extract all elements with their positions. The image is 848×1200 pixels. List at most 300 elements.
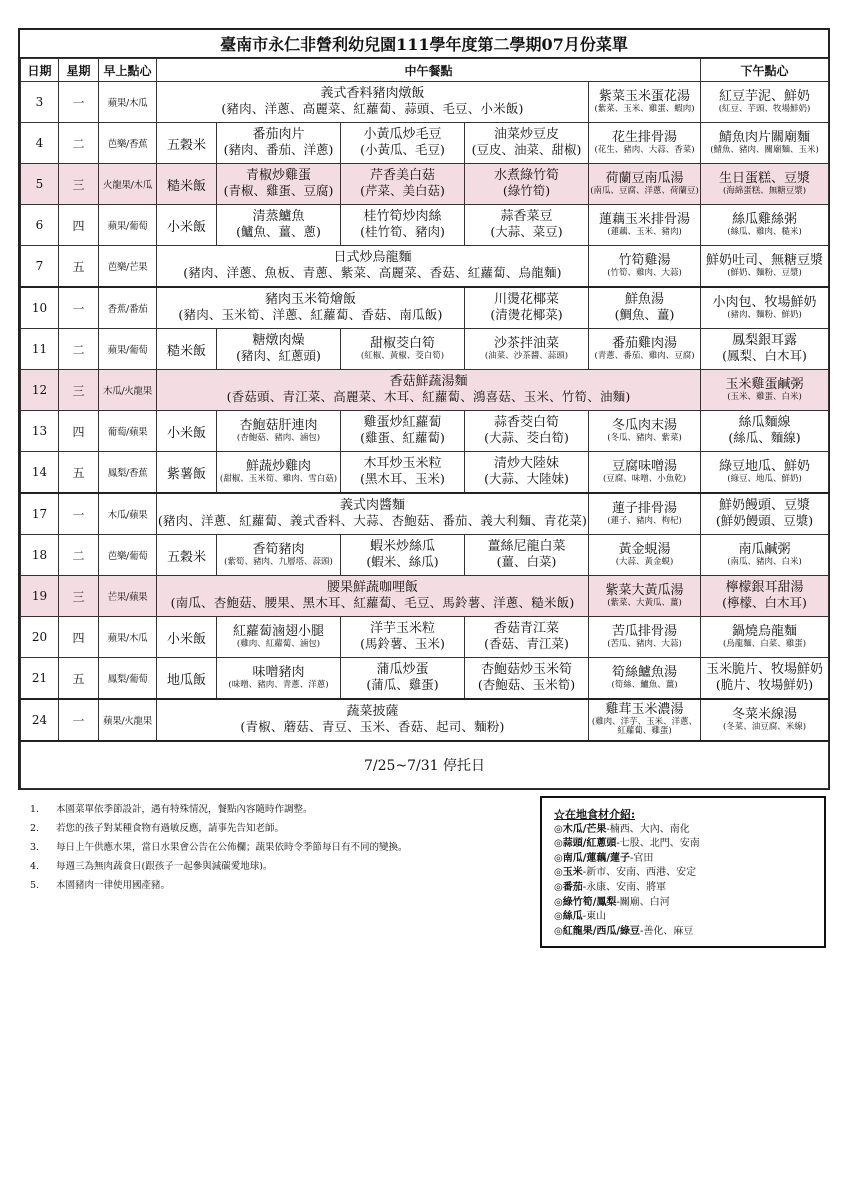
date-cell: 18 [21,535,59,576]
dish-name: 花生排骨湯 [612,129,678,145]
dish-name: 蓮藕玉米排骨湯 [599,211,691,227]
menu-row [21,164,829,205]
dish-ingredients: (大蒜、菜豆) [490,224,563,240]
dish-cell [341,164,465,205]
dish-cell [465,617,589,658]
dish-name: 鮮奶吐司、無糖豆漿 [706,252,824,268]
header-row [21,59,829,82]
dish-ingredients: (青椒、雞蛋、豆腐) [223,183,334,199]
dish-name: 蔬菜披薩 [346,704,399,720]
local-item-origin: -善化、麻豆 [640,925,694,937]
date-cell: 13 [21,411,59,452]
dish-ingredients: (玉米、雞蛋、白米) [727,391,802,402]
dish-ingredients: (大蒜、茭白筍) [484,430,569,446]
local-ingredients-box [540,796,826,948]
dish-name: 腰果鮮蔬咖哩飯 [326,580,418,596]
dish-cell [589,246,701,288]
date-cell: 24 [21,699,59,741]
dish-ingredients: (豆腐、味噌、小魚乾) [602,473,687,484]
dish-ingredients: (綠豆、地瓜、鮮奶) [727,473,802,484]
dish-name: 川燙花椰菜 [493,292,559,308]
dish-name: 小肉包、牧場鮮奶 [712,294,817,310]
dish-name: 鯖魚肉片關廟麵 [719,129,811,145]
dish-ingredients: (豬肉、玉米筍、洋蔥、紅蘿蔔、香菇、南瓜飯) [178,307,443,323]
local-items [554,823,814,940]
dish-ingredients: (豬肉、番茄、洋蔥) [223,142,334,158]
dish-name: 生日蛋糕、豆漿 [719,170,811,186]
dish-ingredients: (苦瓜、豬肉、大蒜) [607,638,682,649]
dish-cell [341,205,465,246]
menu-row [21,535,829,576]
dish-cell [589,411,701,452]
rice-cell: 糙米飯 [157,164,217,205]
dish-cell [589,493,701,535]
note-item [30,876,408,895]
dish-ingredients: (蓮藕、玉米、豬肉) [607,226,682,237]
weekday-cell: 一 [59,82,99,123]
date-cell: 21 [21,658,59,700]
menu-row [21,699,829,741]
dish-ingredients: (花生、豬肉、大蒜、香菜) [594,144,695,155]
dish-ingredients: (清燙花椰菜) [490,307,563,323]
morning-snack-cell: 木瓜/火龍果 [99,370,157,411]
date-cell: 14 [21,452,59,494]
local-item-food: ◎南瓜/蓮藕/蓮子 [554,852,631,864]
menu-row [21,411,829,452]
note-text: 本園菜單依季節設計，遇有特殊情況，餐點內容隨時作調整。 [56,804,313,815]
local-item-origin: -關廟、白河 [616,896,670,908]
dish-ingredients: (紫筍、豬肉、九層塔、蒜頭) [224,556,333,567]
dish-cell [701,658,829,700]
weekday-cell: 一 [59,287,99,329]
dish-ingredients: (綠竹筍) [502,183,551,199]
local-item-food: ◎絲瓜 [554,911,583,923]
dish-name: 芹香美白菇 [369,168,435,184]
dish-name: 香菇鮮蔬湯麵 [389,374,468,390]
rice-cell: 糙米飯 [157,329,217,370]
dish-name: 蒲瓜炒蛋 [376,662,429,678]
rice-cell: 小米飯 [157,411,217,452]
weekday-cell: 一 [59,493,99,535]
local-item-origin: -永康、安南、將軍 [582,881,667,893]
local-item [554,837,814,852]
local-item-origin: -楠西、大內、南化 [606,823,690,835]
dish-cell [157,246,589,288]
dish-ingredients: (冬菜、油豆腐、米線) [722,721,807,732]
dish-name: 蒜香菜豆 [500,209,553,225]
morning-snack-cell: 芒果/蘋果 [99,576,157,617]
dish-ingredients: (南瓜、豆腐、洋蔥、荷蘭豆) [590,185,699,196]
dish-name: 冬瓜肉末湯 [612,417,678,433]
dish-ingredients: (豬肉、洋蔥、魚板、青蔥、紫菜、高麗菜、香菇、紅蘿蔔、烏龍麵) [183,265,562,281]
dish-cell [701,699,829,741]
local-item-food: ◎蒜頭/紅蔥頭 [554,838,617,850]
dish-cell [465,123,589,164]
dish-name: 糖燉肉燥 [252,333,305,349]
dish-cell [465,411,589,452]
dish-name: 日式炒烏龍麵 [333,250,412,266]
dish-cell [341,452,465,494]
note-number: 4. [30,861,40,872]
dish-cell [701,617,829,658]
dish-cell [341,329,465,370]
dish-ingredients: (香菇、青江菜) [484,636,569,652]
local-item-origin: -七股、北門、安南 [616,838,700,850]
dish-name: 紫菜大黃瓜湯 [605,582,684,598]
dish-ingredients: (青蔥、番茄、雞肉、豆腐) [594,350,695,361]
dish-ingredients: (南瓜、豬肉、白米) [727,556,802,567]
dish-cell [157,699,589,741]
dish-cell [217,617,341,658]
menu-row [21,329,829,370]
header-day: 星期 [59,59,99,82]
local-item [554,896,814,911]
dish-cell [341,123,465,164]
dish-ingredients: (竹筍、雞肉、大蒜) [607,267,682,278]
dish-name: 紫菜玉米蛋花湯 [599,88,691,104]
dish-ingredients: (大蒜、大陸妹) [484,471,569,487]
dish-name: 味噌豬肉 [252,664,305,680]
weekday-cell: 三 [59,370,99,411]
menu-table [20,58,829,789]
date-cell: 11 [21,329,59,370]
dish-name: 桂竹筍炒肉絲 [363,209,442,225]
local-item [554,881,814,896]
morning-snack-cell: 芭樂/葡萄 [99,535,157,576]
holiday-row [21,741,829,789]
dish-name: 沙茶拌油菜 [493,335,559,351]
note-number: 5. [30,880,40,891]
menu-row [21,205,829,246]
morning-snack-cell: 芭樂/香蕉 [99,123,157,164]
dish-cell [217,205,341,246]
dish-name: 鍋燒烏龍麵 [732,623,798,639]
dish-cell [589,576,701,617]
dish-cell [701,535,829,576]
note-number: 3. [30,842,40,853]
local-item-food: ◎玉米 [554,867,583,879]
dish-name: 薑絲尼龍白菜 [487,539,566,555]
dish-ingredients: (芹菜、美白菇) [360,183,445,199]
dish-cell [217,535,341,576]
local-item-origin: -東山 [582,911,607,923]
dish-cell [465,164,589,205]
morning-snack-cell: 葡萄/蘋果 [99,411,157,452]
dish-cell [341,535,465,576]
dish-ingredients: (杏鮑菇、玉米筍) [477,677,576,693]
dish-ingredients: (烏龍麵、白菜、雞蛋) [722,638,807,649]
weekday-cell: 二 [59,535,99,576]
dish-cell [465,329,589,370]
dish-ingredients: (蓮子、豬肉、枸杞) [607,515,682,526]
weekday-cell: 一 [59,699,99,741]
dish-name: 苦瓜排骨湯 [612,623,678,639]
local-item-food: ◎木瓜/芒果 [554,823,607,835]
dish-ingredients: (香菇頭、青江菜、高麗菜、木耳、紅蘿蔔、鴻喜菇、玉米、竹筍、油麵) [226,389,631,405]
dish-name: 番茄雞肉湯 [612,335,678,351]
dish-ingredients: (筍絲、鱸魚、薑) [611,679,678,690]
menu-row [21,287,829,329]
header-afternoon: 下午點心 [701,59,829,82]
dish-name: 鮮蔬炒雞肉 [245,458,311,474]
date-cell: 19 [21,576,59,617]
dish-name: 油菜炒豆皮 [493,127,559,143]
menu-row [21,617,829,658]
dish-ingredients: (絲瓜、麵線) [728,430,801,446]
dish-name: 甜椒茭白筍 [369,335,435,351]
menu-row [21,370,829,411]
menu-frame [18,28,830,790]
dish-cell [217,123,341,164]
dish-cell [157,82,589,123]
rice-cell: 紫薯飯 [157,452,217,494]
dish-name: 雞茸玉米濃湯 [605,701,684,717]
morning-snack-cell: 火龍果/木瓜 [99,164,157,205]
morning-snack-cell: 芭樂/芒果 [99,246,157,288]
note-item [30,819,408,838]
dish-cell [701,164,829,205]
menu-row [21,658,829,700]
dish-name: 蓮子排骨湯 [612,500,678,516]
dish-ingredients: (蒲瓜、雞蛋) [366,677,439,693]
dish-cell [701,493,829,535]
dish-ingredients: (鳳梨、白木耳) [722,348,807,364]
weekday-cell: 二 [59,123,99,164]
rice-cell: 五穀米 [157,123,217,164]
dish-ingredients: (甜椒、玉米筍、雞肉、雪白菇) [219,473,338,484]
morning-snack-cell: 鳳梨/香蕉 [99,452,157,494]
dish-ingredients: (紅豆、芋頭、牧場鮮奶) [718,103,811,114]
menu-row [21,452,829,494]
dish-name: 水煮綠竹筍 [493,168,559,184]
dish-ingredients: (蝦米、絲瓜) [366,554,439,570]
rice-cell: 五穀米 [157,535,217,576]
dish-ingredients: (豬肉、麵粉、鮮奶) [727,309,802,320]
dish-name: 杏鮑菇炒玉米筍 [480,662,572,678]
page-title: 臺南市永仁非營利幼兒園111學年度第二學期07月份菜單 [20,30,828,58]
dish-cell [465,287,589,329]
dish-name: 香菇青江菜 [493,621,559,637]
dish-ingredients: (紅椒、黃椒、茭白筍) [360,350,445,361]
note-text: 若您的孩子對某種食物有過敏反應，請事先告知老師。 [56,823,285,834]
dish-name: 雞蛋炒紅蘿蔔 [363,415,442,431]
weekday-cell: 二 [59,329,99,370]
dish-ingredients: (紫菜、玉米、雞蛋、蝦肉) [594,103,695,114]
dish-name: 鮮魚湯 [625,292,665,308]
dish-cell [589,123,701,164]
dish-cell [589,287,701,329]
dish-ingredients: (鮮奶、麵粉、豆漿) [727,267,802,278]
dish-cell [465,452,589,494]
holiday-note: 7/25~7/31 停托日 [21,741,829,789]
dish-name: 紅蘿蔔滷翅小腿 [232,623,324,639]
dish-ingredients: (豬肉、洋蔥、高麗菜、紅蘿蔔、蒜頭、毛豆、小米飯) [221,101,524,117]
dish-name: 筍絲鱸魚湯 [612,664,678,680]
local-item [554,866,814,881]
dish-cell [589,617,701,658]
dish-cell [217,329,341,370]
dish-ingredients: (鯛魚、薑) [614,307,675,323]
weekday-cell: 五 [59,452,99,494]
dish-ingredients: (味噌、豬肉、青蔥、洋蔥) [228,679,329,690]
dish-name: 紅豆芋泥、鮮奶 [719,88,811,104]
note-item [30,857,408,876]
dish-cell [701,123,829,164]
dish-name: 香筍豬肉 [252,541,305,557]
dish-cell [701,576,829,617]
dish-cell [217,164,341,205]
rice-cell: 地瓜飯 [157,658,217,700]
dish-name: 絲瓜麵線 [738,415,791,431]
local-item-origin: -新市、安南、西港、安定 [582,867,697,879]
date-cell: 5 [21,164,59,205]
dish-ingredients: (杏鮑菇、豬肉、滷包) [236,432,321,443]
dish-ingredients: (冬瓜、豬肉、紫菜) [607,432,682,443]
morning-snack-cell: 香蕉/番茄 [99,287,157,329]
dish-cell [217,452,341,494]
weekday-cell: 五 [59,246,99,288]
morning-snack-cell: 蘋果/葡萄 [99,205,157,246]
weekday-cell: 四 [59,411,99,452]
dish-cell [157,576,589,617]
dish-name: 豆腐味噌湯 [612,458,678,474]
local-item [554,823,814,838]
morning-snack-cell: 蘋果/木瓜 [99,82,157,123]
dish-cell [341,617,465,658]
dish-name: 蝦米炒絲瓜 [369,539,435,555]
dish-name: 番茄肉片 [252,127,305,143]
date-cell: 4 [21,123,59,164]
dish-ingredients: (薑、白菜) [496,554,557,570]
rice-cell: 小米飯 [157,205,217,246]
dish-cell [701,205,829,246]
dish-name: 絲瓜雞絲粥 [732,211,798,227]
menu-row [21,493,829,535]
dish-ingredients: (紫菜、大黃瓜、薑) [607,597,682,608]
note-item [30,838,408,857]
dish-ingredients: (雞肉、洋芋、玉米、洋蔥、紅蘿蔔、雞蛋) [591,716,698,737]
morning-snack-cell: 蘋果/木瓜 [99,617,157,658]
weekday-cell: 四 [59,617,99,658]
dish-name: 荷蘭豆南瓜湯 [605,170,684,186]
dish-name: 鮮奶饅頭、豆漿 [719,498,811,514]
dish-ingredients: (雞肉、紅蘿蔔、滷包) [236,638,321,649]
dish-cell [341,658,465,700]
dish-ingredients: (豬肉、紅蔥頭) [236,348,321,364]
dish-cell [701,287,829,329]
dish-ingredients: (檸檬、白木耳) [722,595,807,611]
dish-name: 青椒炒雞蛋 [245,168,311,184]
dish-name: 義式香料豬肉燉飯 [320,86,425,102]
note-number: 1. [30,804,40,815]
local-item-food: ◎紅龍果/西瓜/綠豆 [554,925,641,937]
dish-cell [589,164,701,205]
menu-row [21,246,829,288]
dish-ingredients: (脆片、牧場鮮奶) [715,677,814,693]
dish-name: 豬肉玉米筍燴飯 [264,292,356,308]
dish-name: 竹筍雞湯 [618,252,671,268]
dish-ingredients: (南瓜、杏鮑菇、腰果、黑木耳、紅蘿蔔、毛豆、馬鈴薯、洋蔥、糙米飯) [170,595,575,611]
dish-cell [589,82,701,123]
dish-name: 義式肉醬麵 [339,498,405,514]
dish-cell [157,287,465,329]
dish-ingredients: (鯖魚、豬肉、關廟麵、玉米) [710,144,819,155]
dish-cell [217,658,341,700]
menu-row [21,576,829,617]
local-heading: ☆在地食材介紹: [554,808,636,821]
dish-name: 玉米雞蛋鹹粥 [725,376,804,392]
weekday-cell: 三 [59,576,99,617]
dish-name: 綠豆地瓜、鮮奶 [719,458,811,474]
header-lunch: 中午餐點 [157,59,701,82]
date-cell: 20 [21,617,59,658]
dish-ingredients: (油菜、沙茶醬、蒜頭) [484,350,569,361]
local-item [554,852,814,867]
menu-row [21,123,829,164]
dish-cell [157,370,701,411]
rice-cell: 小米飯 [157,617,217,658]
dish-cell [589,699,701,741]
dish-cell [589,535,701,576]
dish-name: 鳳梨銀耳露 [732,333,798,349]
morning-snack-cell: 木瓜/蘋果 [99,493,157,535]
note-text: 每日上午供應水果，當日水果會公告在公佈欄；蔬果依時令季節每日有不同的變換。 [56,842,408,853]
date-cell: 3 [21,82,59,123]
dish-name: 冬菜米線湯 [732,706,798,722]
morning-snack-cell: 蘋果/葡萄 [99,329,157,370]
dish-name: 小黃瓜炒毛豆 [363,127,442,143]
local-item-origin: -官田 [630,852,654,864]
dish-ingredients: (馬鈴薯、玉米) [360,636,445,652]
dish-cell [589,329,701,370]
dish-ingredients: (大蒜、黃金蜆) [615,556,674,567]
date-cell: 10 [21,287,59,329]
dish-cell [217,411,341,452]
dish-cell [465,205,589,246]
menu-row [21,82,829,123]
morning-snack-cell: 蘋果/火龍果 [99,699,157,741]
dish-ingredients: (鱸魚、薑、蔥) [236,224,321,240]
dish-cell [589,205,701,246]
dish-ingredients: (絲瓜、雞肉、糙米) [727,226,802,237]
dish-name: 清炒大陸妹 [493,456,559,472]
dish-name: 蒜香茭白筍 [493,415,559,431]
date-cell: 6 [21,205,59,246]
note-number: 2. [30,823,40,834]
note-item [30,800,408,819]
dish-cell [701,370,829,411]
dish-cell [701,82,829,123]
header-morning: 早上點心 [99,59,157,82]
dish-name: 洋芋玉米粒 [369,621,435,637]
dish-cell [701,411,829,452]
dish-name: 南瓜鹹粥 [738,541,791,557]
header-date: 日期 [21,59,59,82]
dish-name: 木耳炒玉米粒 [363,456,442,472]
dish-name: 杏鮑菇肝連肉 [239,417,318,433]
local-item [554,910,814,925]
dish-name: 清蒸鱸魚 [252,209,305,225]
dish-ingredients: (雞蛋、紅蘿蔔) [360,430,445,446]
dish-cell [701,246,829,288]
note-text: 每週三為無肉蔬食日(跟孩子一起參與減碳愛地球)。 [56,861,273,872]
dish-ingredients: (青椒、蘑菇、青豆、玉米、香菇、起司、麵粉) [240,719,505,735]
dish-cell [701,329,829,370]
dish-cell [701,452,829,494]
morning-snack-cell: 鳳梨/葡萄 [99,658,157,700]
dish-ingredients: (海綿蛋糕、無糖豆漿) [722,185,807,196]
dish-ingredients: (鮮奶饅頭、豆漿) [715,513,814,529]
